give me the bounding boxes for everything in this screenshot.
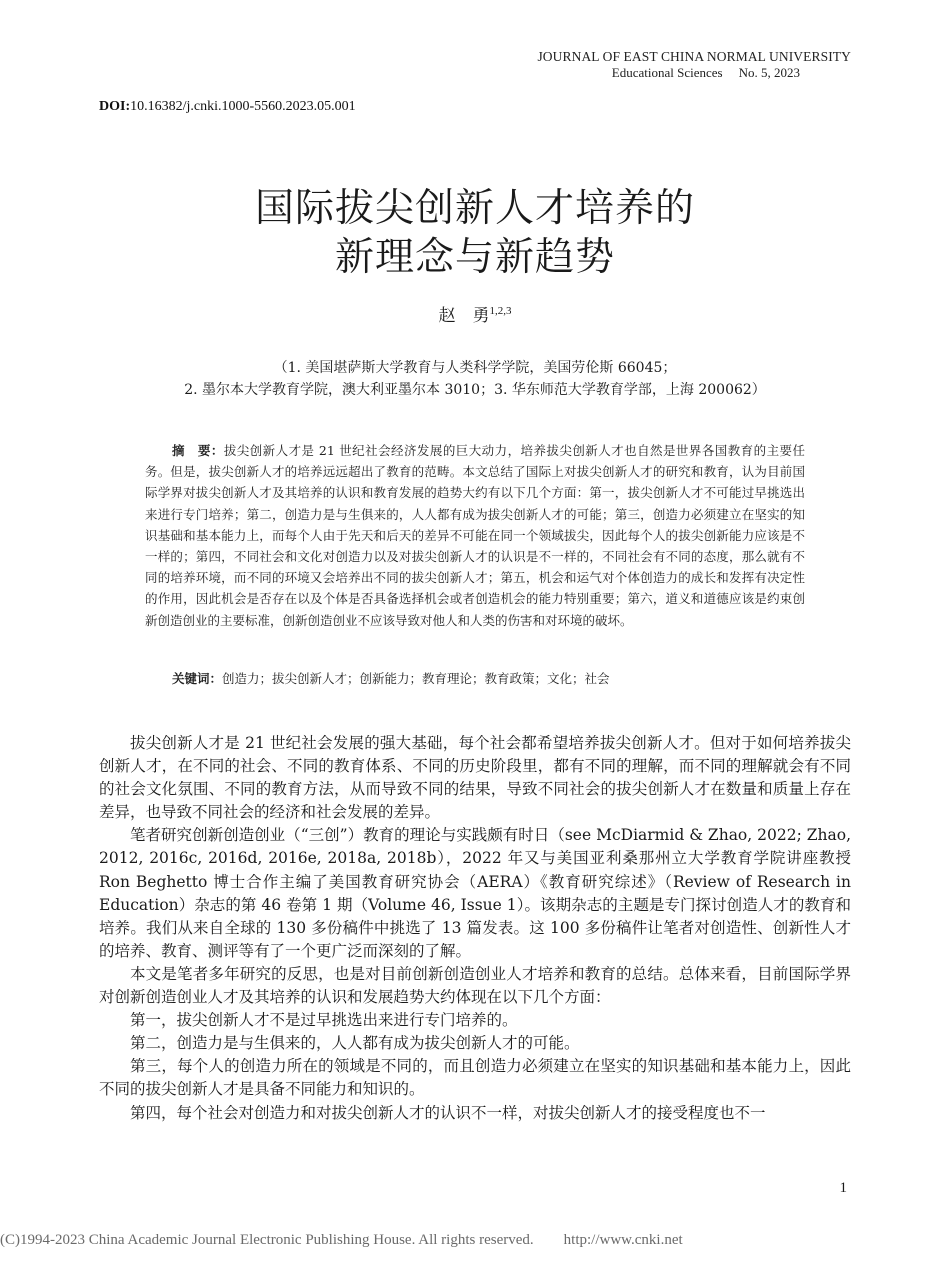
page-number: 1 bbox=[839, 1180, 847, 1196]
body-paragraph: 第四，每个社会对创造力和对拔尖创新人才的认识不一样，对拔尖创新人才的接受程度也不一 bbox=[130, 1103, 766, 1122]
body-paragraph: 第二，创造力是与生俱来的，人人都有成为拔尖创新人才的可能。 bbox=[130, 1034, 580, 1053]
doi-line bbox=[99, 99, 356, 115]
journal-issue-line bbox=[612, 65, 800, 81]
abstract bbox=[145, 440, 805, 631]
author-affiliation-marks: 1,2,3 bbox=[489, 305, 512, 317]
body-text bbox=[99, 732, 851, 1125]
journal-name: JOURNAL OF EAST CHINA NORMAL UNIVERSITY bbox=[537, 49, 851, 64]
affiliation-line-2: 2. 墨尔本大学教育学院，澳大利亚墨尔本 3010；3. 华东师范大学教育学部，上海 200062） bbox=[184, 382, 766, 398]
journal-section: Educational Sciences bbox=[611, 65, 723, 80]
keywords-text: 创造力；拔尖创新人才；创新能力；教育理论；教育政策；文化；社会 bbox=[222, 671, 610, 686]
body-paragraph: 笔者研究创新创造创业（“三创”）教育的理论与实践颇有时日（see McDiarmid & Zhao, 2022; Zhao, 2012, 2016c, 2016d, 2016e, 2018a, 2018b），2022 年又与美国亚利桑那州立大学教育学院讲座教授 Ron Beghetto 博士合作主编了美国教育研究协会（AERA）《教育研究综述》（Review of Research in Education）杂志的第 46 卷第 1 期（Volume 46, Issue 1）。该期杂志的主题是专门探讨创造人才的教育和培养。我们从来自全球的 130 多份稿件中挑选了 13 篇发表。这 100 多份稿件让笔者对创造性、创新性人才的培养、教育、测评等有了一个更广泛而深刻的了解。 bbox=[99, 826, 851, 960]
body-paragraph: 拔尖创新人才是 21 世纪社会发展的强大基础，每个社会都希望培养拔尖创新人才。但对于如何培养拔尖创新人才，在不同的社会、不同的教育体系、不同的历史阶段里，都有不同的理解，而不同的理解就会有不同的社会文化氛围、不同的教育方法，从而导致不同的结果，导致不同社会的拔尖创新人才在数量和质量上存在差异，也导致不同社会的经济和社会发展的差异。 bbox=[99, 734, 851, 822]
paper-title-line-2: 新理念与新趋势 bbox=[334, 235, 615, 280]
body-paragraph: 第三，每个人的创造力所在的领域是不同的，而且创造力必须建立在坚实的知识基础和基本能力上，因此不同的拔尖创新人才是具备不同能力和知识的。 bbox=[99, 1057, 851, 1099]
body-paragraph: 第一，拔尖创新人才不是过早挑选出来进行专门培养的。 bbox=[130, 1011, 518, 1030]
keywords bbox=[172, 669, 610, 687]
doi-value[interactable]: 10.16382/j.cnki.1000-5560.2023.05.001 bbox=[130, 99, 356, 114]
abstract-label: 摘 要： bbox=[172, 443, 224, 458]
body-paragraph: 本文是笔者多年研究的反思，也是对目前创新创造创业人才培养和教育的总结。总体来看，目前国际学界对创新创造创业人才及其培养的认识和发展趋势大约体现在以下几个方面： bbox=[99, 964, 851, 1007]
journal-issue: No. 5, 2023 bbox=[738, 65, 800, 80]
affiliation-line-1: （1. 美国堪萨斯大学教育与人类科学学院，美国劳伦斯 66045； bbox=[273, 360, 677, 376]
paper-title-line-1: 国际拔尖创新人才培养的 bbox=[254, 186, 695, 231]
author-name: 赵 勇 bbox=[438, 306, 490, 326]
keywords-label: 关键词： bbox=[172, 671, 223, 686]
copyright-footer: (C)1994-2023 China Academic Journal Electronic Publishing House. All rights reserved. http://www.cnki.net bbox=[0, 1232, 683, 1248]
author-line bbox=[0, 301, 950, 326]
abstract-text: 拔尖创新人才是 21 世纪社会经济发展的巨大动力，培养拔尖创新人才也自然是世界各国教育的主要任务。但是，拔尖创新人才的培养远远超出了教育的范畴。本文总结了国际上对拔尖创新人才的研究和教育，认为目前国际学界对拔尖创新人才及其培养的认识和教育发展的趋势大约有以下几个方面：第一，拔尖创新人才不可能过早挑选出来进行专门培养；第二，创造力是与生俱来的，人人都有成为拔尖创新人才的可能；第三，创造力必须建立在坚实的知识基础和基本能力上，而每个人由于先天和后天的差异不可能在同一个领域拔尖，因此每个人的拔尖创新能力应该是不一样的；第四，不同社会和文化对创造力以及对拔尖创新人才的认识是不一样的，不同社会有不同的态度，那么就有不同的培养环境，而不同的环境又会培养出不同的拔尖创新人才；第五，机会和运气对个体创造力的成长和发挥有决定性的作用，因此机会是否存在以及个体是否具备选择机会或者创造机会的能力特别重要；第六，道义和道德应该是约束创新创造创业的主要标准，创新创造创业不应该导致对他人和人类的伤害和对环境的破坏。 bbox=[145, 443, 805, 628]
doi-label: DOI: bbox=[99, 99, 131, 114]
